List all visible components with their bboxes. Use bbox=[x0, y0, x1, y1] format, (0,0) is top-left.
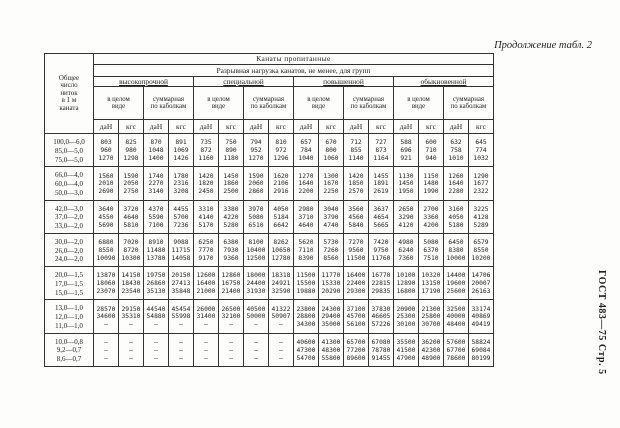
table-cell: 12860 16750 21400 bbox=[219, 267, 244, 300]
table-cell: 1270 1640 2200 bbox=[294, 167, 319, 200]
header-load: Разрывная нагрузка канатов, не менее, для групп bbox=[94, 65, 494, 77]
table-cell: 670 800 1060 bbox=[319, 134, 344, 167]
table-cell: 1560 2010 2690 bbox=[94, 167, 119, 200]
table-cell: 1420 1820 2450 bbox=[194, 167, 219, 200]
type-header: суммарная по каболкам bbox=[344, 87, 394, 120]
unit-header: даН bbox=[94, 120, 119, 134]
row-label: 20,0—1,5 17,0—1,5 15,0—1,5 bbox=[45, 267, 94, 300]
table-cell: 1590 2060 2860 bbox=[244, 167, 269, 200]
table-row bbox=[45, 333, 494, 366]
table-cell: 735 872 1160 bbox=[194, 134, 219, 167]
table-cell: — — — bbox=[119, 333, 144, 366]
table-cell: 14706 20007 26163 bbox=[469, 267, 494, 300]
table-cell: 1455 1891 2619 bbox=[369, 167, 394, 200]
table-cell: 7420 9750 11760 bbox=[369, 233, 394, 266]
group-header: обыкновенной bbox=[394, 77, 494, 87]
table-cell: 10320 13150 17190 bbox=[419, 267, 444, 300]
table-cell: 8910 11480 13780 bbox=[144, 233, 169, 266]
table-cell: 1740 2270 3140 bbox=[144, 167, 169, 200]
table-cell: 5730 7260 8560 bbox=[319, 233, 344, 266]
type-header: в целом виде bbox=[194, 87, 244, 120]
unit-header: кгс bbox=[219, 120, 244, 134]
table-cell: 1450 1860 2500 bbox=[219, 167, 244, 200]
table-cell: 8262 10650 12780 bbox=[269, 233, 294, 266]
table-cell: — — — bbox=[194, 333, 219, 366]
table-cell: 4980 6240 7360 bbox=[394, 233, 419, 266]
table-cell: 6380 7930 9360 bbox=[219, 233, 244, 266]
group-header: специальной bbox=[194, 77, 294, 87]
unit-header: даН bbox=[194, 120, 219, 134]
table-cell: 11770 15330 20290 bbox=[319, 267, 344, 300]
row-label: 10,0—0,8 9,2—0,7 8,6—0,7 bbox=[45, 333, 94, 366]
table-cell: 1590 2050 2750 bbox=[119, 167, 144, 200]
row-label: 13,0—1,0 12,0—1,0 11,0—1,0 bbox=[45, 300, 94, 333]
type-header: суммарная по каболкам bbox=[144, 87, 194, 120]
type-header: суммарная по каболкам bbox=[444, 87, 494, 120]
table-cell: 712 855 1140 bbox=[344, 134, 369, 167]
table-cell: 3970 5080 6510 bbox=[244, 200, 269, 233]
table-cell: 3637 4654 5665 bbox=[369, 200, 394, 233]
table-cell: 3040 3790 4740 bbox=[319, 200, 344, 233]
table-row bbox=[45, 267, 494, 300]
table-cell: 65700 77200 89600 bbox=[344, 333, 369, 366]
unit-header: кгс bbox=[119, 120, 144, 134]
table-cell: 6450 8380 10000 bbox=[444, 233, 469, 266]
row-label: 42,0—3,0 37,0—2,0 33,0—2,0 bbox=[45, 200, 94, 233]
table-cell: 26000 31400 — bbox=[194, 300, 219, 333]
table-cell: 891 1069 1426 bbox=[169, 134, 194, 167]
type-header: в целом виде bbox=[394, 87, 444, 120]
table-cell: 7270 9560 11500 bbox=[344, 233, 369, 266]
table-cell: 3310 4140 5170 bbox=[194, 200, 219, 233]
table-cell: 803 960 1270 bbox=[94, 134, 119, 167]
table-cell: — — — bbox=[144, 333, 169, 366]
table-cell: 45454 55998 — bbox=[169, 300, 194, 333]
unit-header: даН bbox=[144, 120, 169, 134]
table-cell: 2700 3360 4200 bbox=[419, 200, 444, 233]
table-cell: 8100 10400 12500 bbox=[244, 233, 269, 266]
table-cell: 6250 7770 9170 bbox=[194, 233, 219, 266]
header-first-col: Общее число ниток в 1 м каната bbox=[45, 54, 94, 134]
table-cell: 870 1048 1400 bbox=[144, 134, 169, 167]
unit-header: кгс bbox=[169, 120, 194, 134]
table-cell: 727 873 1164 bbox=[369, 134, 394, 167]
table-cell: 18000 24400 31930 bbox=[244, 267, 269, 300]
table-cell: 1780 2316 3208 bbox=[169, 167, 194, 200]
table-cell: 20900 25300 30100 bbox=[394, 300, 419, 333]
unit-header: даН bbox=[394, 120, 419, 134]
row-label: 66,0—4,0 60,0—4,0 50,0—3,0 bbox=[45, 167, 94, 200]
table-cell: — — — bbox=[244, 333, 269, 366]
table-cell: 13870 18060 23070 bbox=[94, 267, 119, 300]
table-cell: 3160 4050 5180 bbox=[444, 200, 469, 233]
table-cell: 19750 26860 35130 bbox=[144, 267, 169, 300]
table-cell: 657 784 1040 bbox=[294, 134, 319, 167]
unit-header: кгс bbox=[419, 120, 444, 134]
table-row bbox=[45, 167, 494, 200]
unit-header: даН bbox=[444, 120, 469, 134]
table-cell: 40600 47300 54700 bbox=[294, 333, 319, 366]
continuation-heading: Продолжение табл. 2 bbox=[494, 40, 592, 51]
table-cell: 37830 46605 57226 bbox=[369, 300, 394, 333]
unit-header: кгс bbox=[369, 120, 394, 134]
table-cell: 825 980 1298 bbox=[119, 134, 144, 167]
table-cell: 7020 8720 10300 bbox=[119, 233, 144, 266]
table-cell: 36200 42300 48900 bbox=[419, 333, 444, 366]
table-cell: 67080 78780 91455 bbox=[369, 333, 394, 366]
table-cell: 588 696 921 bbox=[394, 134, 419, 167]
table-cell: 41322 50907 — bbox=[269, 300, 294, 333]
table-cell: — — — bbox=[169, 333, 194, 366]
table-cell: 794 952 1270 bbox=[244, 134, 269, 167]
table-cell: 58824 69084 80199 bbox=[469, 333, 494, 366]
table-cell: 24300 29400 35000 bbox=[319, 300, 344, 333]
table-cell: 3380 4220 5280 bbox=[219, 200, 244, 233]
table-cell: 810 972 1296 bbox=[269, 134, 294, 167]
table-cell: 57600 67700 78600 bbox=[444, 333, 469, 366]
table-cell: 632 758 1010 bbox=[444, 134, 469, 167]
row-label: 100,0—6,0 85,0—5,0 75,0—5,0 bbox=[45, 134, 94, 167]
breaking-load-table bbox=[44, 53, 494, 367]
table-cell: 18318 24921 32590 bbox=[269, 267, 294, 300]
table-row bbox=[45, 200, 494, 233]
table-cell: 32500 40000 48400 bbox=[444, 300, 469, 333]
table-cell: 1130 1450 1950 bbox=[394, 167, 419, 200]
table-cell: 29150 35310 — bbox=[119, 300, 144, 333]
header-main: Канаты пропитанные bbox=[94, 54, 494, 65]
table-cell: 5620 7110 8390 bbox=[294, 233, 319, 266]
table-cell: 35500 41500 47900 bbox=[394, 333, 419, 366]
table-cell: 1300 1670 2250 bbox=[319, 167, 344, 200]
table-cell: 20150 27413 35848 bbox=[169, 267, 194, 300]
group-header: высокопрочной bbox=[94, 77, 194, 87]
type-header: в целом виде bbox=[94, 87, 144, 120]
unit-header: даН bbox=[344, 120, 369, 134]
table-cell: 750 890 1180 bbox=[219, 134, 244, 167]
table-cell: 5080 6370 7510 bbox=[419, 233, 444, 266]
table-cell: 3720 4640 5810 bbox=[119, 200, 144, 233]
table-cell: 6579 8550 10200 bbox=[469, 233, 494, 266]
unit-header: кгс bbox=[469, 120, 494, 134]
table-cell: 4050 5184 6642 bbox=[269, 200, 294, 233]
table-row bbox=[45, 233, 494, 266]
table-cell: 645 774 1032 bbox=[469, 134, 494, 167]
type-header: в целом виде bbox=[294, 87, 344, 120]
table-cell: 40500 50000 — bbox=[244, 300, 269, 333]
table-cell: 4370 5590 7100 bbox=[144, 200, 169, 233]
table-cell: 11500 15500 19880 bbox=[294, 267, 319, 300]
table-cell: — — — bbox=[219, 333, 244, 366]
table-row bbox=[45, 134, 494, 167]
table-cell: 1620 2106 2916 bbox=[269, 167, 294, 200]
table-cell: 1420 1850 2570 bbox=[344, 167, 369, 200]
unit-header: даН bbox=[244, 120, 269, 134]
table-cell: 2980 3710 4640 bbox=[294, 200, 319, 233]
table-cell: 3640 4550 5690 bbox=[94, 200, 119, 233]
type-header: суммарная по каболкам bbox=[244, 87, 294, 120]
side-label: ГОСТ 483—75 Стр. 5 bbox=[596, 270, 607, 375]
table-cell: 1150 1480 1990 bbox=[419, 167, 444, 200]
table-cell: — — — bbox=[269, 333, 294, 366]
table-cell: 26500 32100 — bbox=[219, 300, 244, 333]
table-cell: 23800 28800 34300 bbox=[294, 300, 319, 333]
table-cell: 600 710 940 bbox=[419, 134, 444, 167]
table-row bbox=[45, 300, 494, 333]
table-cell: 16770 22815 29835 bbox=[369, 267, 394, 300]
table-cell: 9088 11715 14058 bbox=[169, 233, 194, 266]
table-cell: 3560 4560 5840 bbox=[344, 200, 369, 233]
unit-header: даН bbox=[294, 120, 319, 134]
table-cell: 1260 1640 2280 bbox=[444, 167, 469, 200]
table-cell: 41300 48300 55800 bbox=[319, 333, 344, 366]
table-cell: 3225 4128 5289 bbox=[469, 200, 494, 233]
group-header: повышенной bbox=[294, 77, 394, 87]
table-cell: 16400 22400 29300 bbox=[344, 267, 369, 300]
table-cell: 4455 5700 7236 bbox=[169, 200, 194, 233]
table-cell: 33174 40869 49419 bbox=[469, 300, 494, 333]
unit-header: кгс bbox=[319, 120, 344, 134]
table-cell: 2650 3290 4120 bbox=[394, 200, 419, 233]
table-cell: 28570 34600 — bbox=[94, 300, 119, 333]
table-cell: 21300 25800 30700 bbox=[419, 300, 444, 333]
table-cell: — — — bbox=[94, 333, 119, 366]
table-cell: 1290 1677 2322 bbox=[469, 167, 494, 200]
table-cell: 14400 19600 25600 bbox=[444, 267, 469, 300]
table-cell: 37100 45700 56100 bbox=[344, 300, 369, 333]
unit-header: кгс bbox=[269, 120, 294, 134]
table-cell: 12600 16400 21000 bbox=[194, 267, 219, 300]
table-cell: 14150 18430 23540 bbox=[119, 267, 144, 300]
table-cell: 6880 8550 10090 bbox=[94, 233, 119, 266]
table-cell: 44540 54880 — bbox=[144, 300, 169, 333]
row-label: 30,0—2,0 26,0—2,0 24,0—2,0 bbox=[45, 233, 94, 266]
table-cell: 10100 12890 16800 bbox=[394, 267, 419, 300]
